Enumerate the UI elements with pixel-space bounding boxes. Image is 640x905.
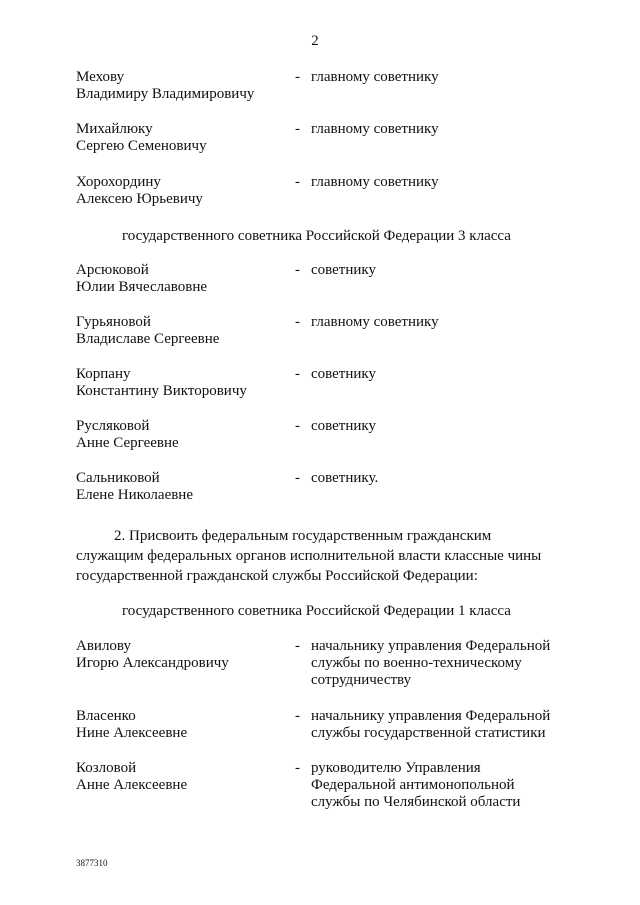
person-name: Гурьяновой Владиславе Сергеевне <box>76 314 220 347</box>
position: советнику <box>311 418 376 434</box>
dash: - <box>295 314 300 330</box>
dash: - <box>295 760 300 776</box>
dash: - <box>295 638 300 654</box>
person-name: Русляковой Анне Сергеевне <box>76 418 179 451</box>
paragraph-line: служащим федеральных органов исполнительной власти классные чины <box>76 548 542 564</box>
person-name: Мехову Владимиру Владимировичу <box>76 69 255 102</box>
dash: - <box>295 708 300 724</box>
document-code: 3877310 <box>76 858 108 868</box>
person-name: Корпану Константину Викторовичу <box>76 366 247 399</box>
dash: - <box>295 262 300 278</box>
dash: - <box>295 69 300 85</box>
position: главному советнику <box>311 69 439 85</box>
position: советнику <box>311 262 376 278</box>
dash: - <box>295 470 300 486</box>
list-item <box>76 638 576 698</box>
dash: - <box>295 121 300 137</box>
position: главному советнику <box>311 314 439 330</box>
dash: - <box>295 418 300 434</box>
list-item <box>76 470 576 510</box>
person-name: Козловой Анне Алексеевне <box>76 760 188 793</box>
list-item <box>76 314 576 354</box>
list-item <box>76 262 576 302</box>
list-item <box>76 69 576 109</box>
position: руководителю Управления Федеральной антимонопольной службы по Челябинской области <box>311 760 521 810</box>
paragraph <box>76 526 546 586</box>
person-name: Хорохордину Алексею Юрьевичу <box>76 174 203 207</box>
list-item <box>76 366 576 406</box>
person-name: Сальниковой Елене Николаевне <box>76 470 193 503</box>
paragraph-line: государственной гражданской службы Российской Федерации: <box>76 568 478 584</box>
dash: - <box>295 174 300 190</box>
position: главному советнику <box>311 121 439 137</box>
position: начальнику управления Федеральной службы государственной статистики <box>311 708 551 741</box>
list-item <box>76 708 576 748</box>
position: главному советнику <box>311 174 439 190</box>
dash: - <box>295 366 300 382</box>
person-name: Михайлюку Сергею Семеновичу <box>76 121 207 154</box>
page-number: 2 <box>311 33 319 49</box>
list-item <box>76 121 576 161</box>
person-name: Власенко Нине Алексеевне <box>76 708 188 741</box>
list-item <box>76 760 576 820</box>
person-name: Авилову Игорю Александровичу <box>76 638 229 671</box>
position: советнику. <box>311 470 379 486</box>
list-item <box>76 418 576 458</box>
position: советнику <box>311 366 376 382</box>
section-heading: государственного советника Российской Федерации 1 класса <box>122 603 511 619</box>
section-heading: государственного советника Российской Федерации 3 класса <box>122 228 511 244</box>
person-name: Арсюковой Юлии Вячеславовне <box>76 262 208 295</box>
list-item <box>76 174 576 214</box>
paragraph-line: 2. Присвоить федеральным государственным гражданским <box>114 528 492 544</box>
position: начальнику управления Федеральной службы по военно-техническому сотрудничеству <box>311 638 551 688</box>
